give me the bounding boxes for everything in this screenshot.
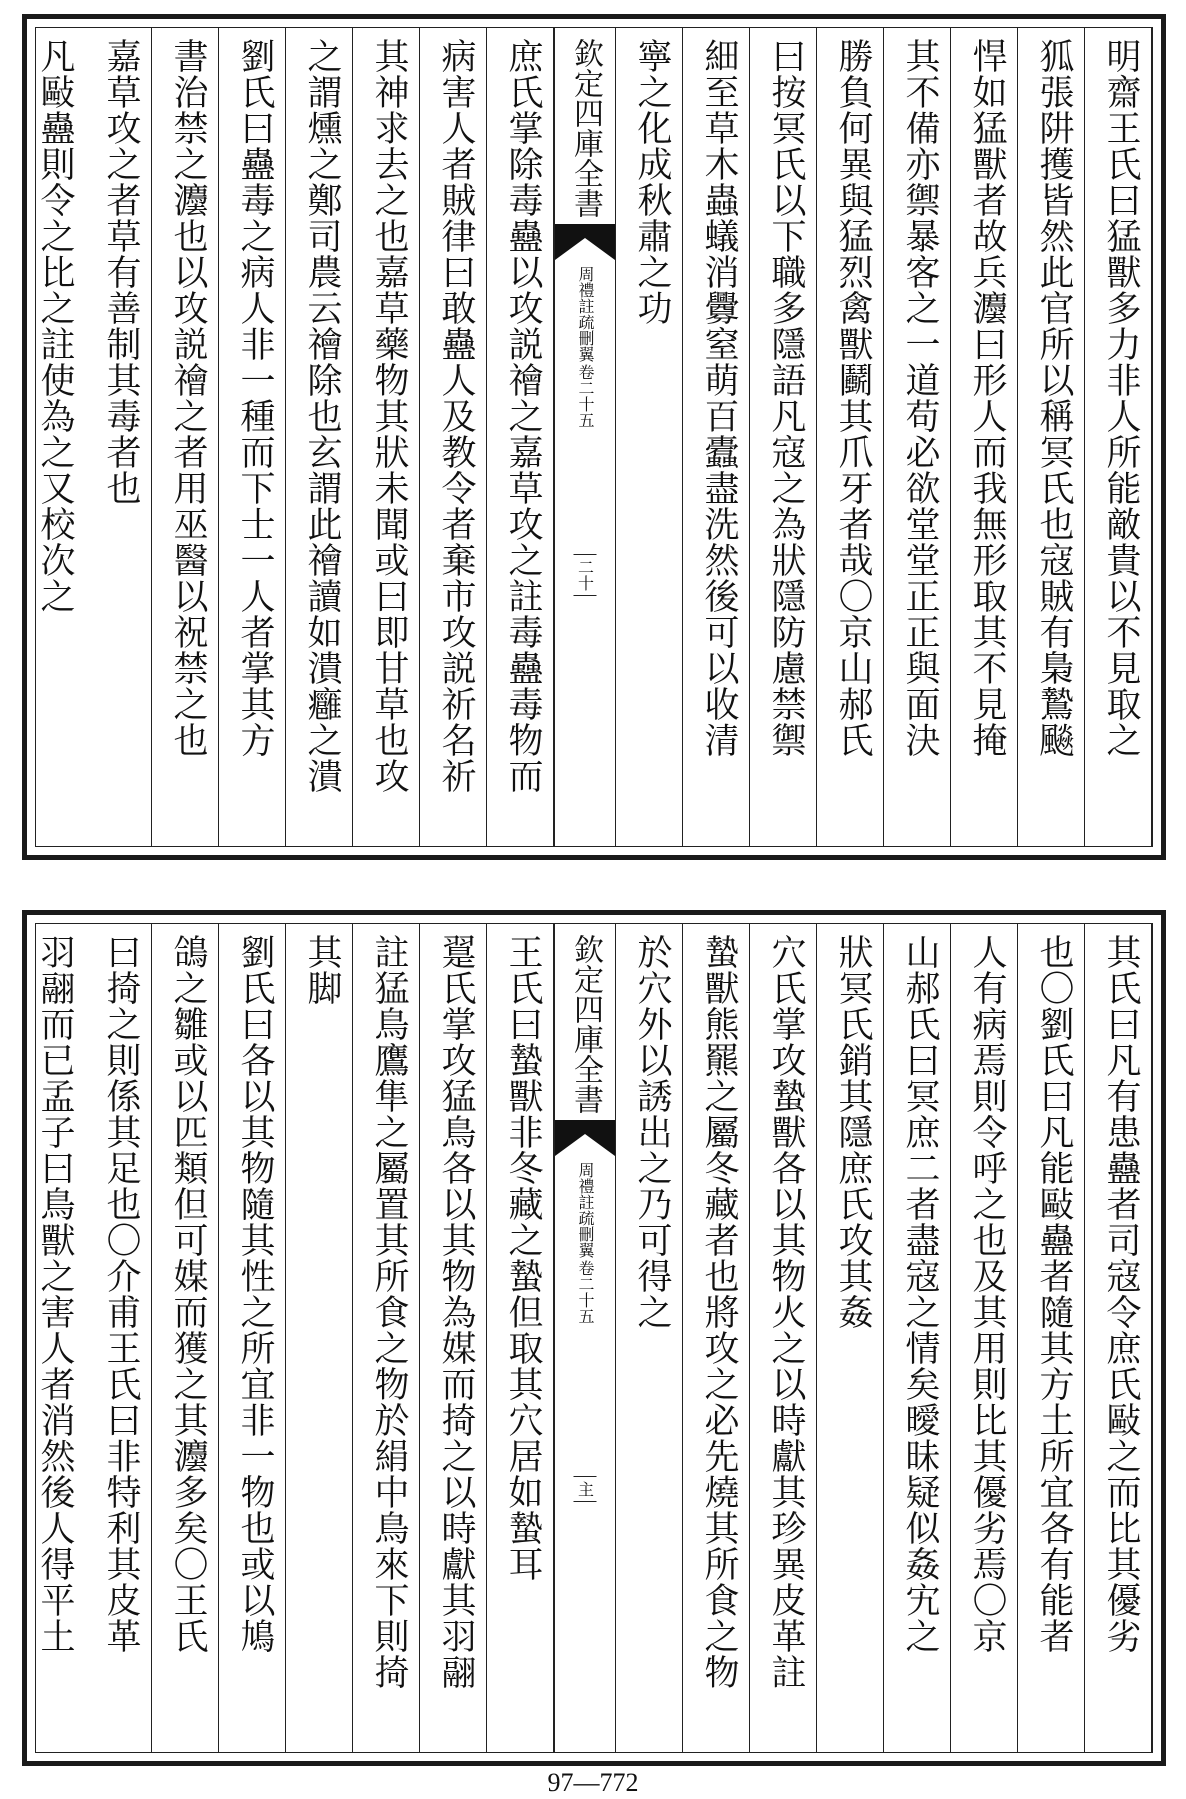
text-column: 於穴外以誘出之乃可得之 <box>616 924 683 1752</box>
text-column: 明齋王氏曰猛獸多力非人所能敵貴以不見取之 <box>1085 28 1152 846</box>
chapter-volume: 卷二十五 <box>576 364 595 428</box>
text-column: 其神求去之也嘉草藥物其狀未聞或曰即甘草也攻 <box>353 28 420 846</box>
text-column: 註猛鳥鷹隼之屬置其所食之物於絹中鳥來下則掎 <box>353 924 420 1752</box>
text-column: 病害人者賊律曰敢蠱人及教令者棄市攻説祈名祈 <box>420 28 487 846</box>
text-column: 悍如猛獸者故兵灋曰形人而我無形取其不見掩 <box>951 28 1018 846</box>
upper-page-frame <box>22 14 1166 860</box>
book-title: 欽定四庫全書 <box>568 934 603 1114</box>
chapter-volume: 卷二十五 <box>576 1260 595 1324</box>
text-column: 人有病焉則令呼之也及其用則比其優劣焉〇京 <box>951 924 1018 1752</box>
text-column: 鴿之雛或以匹類但可媒而獲之其灋多矣〇王氏 <box>152 924 219 1752</box>
text-column: 其不備亦禦暴客之一道苟必欲堂堂正正與面決 <box>884 28 951 846</box>
text-column: 山郝氏曰冥庶二者盡寇之情矣曖昧疑似姦宄之 <box>884 924 951 1752</box>
upper-text-block <box>35 27 1153 847</box>
lower-text-block <box>35 923 1153 1753</box>
text-column: 也〇劉氏曰凡能敺蠱者隨其方土所宜各有能者 <box>1018 924 1085 1752</box>
text-column: 其脚 <box>286 924 353 1752</box>
text-column: 穴氏掌攻蟄獸各以其物火之以時獻其珍異皮革註 <box>750 924 817 1752</box>
fishtail-mark-icon <box>555 224 615 260</box>
book-title: 欽定四庫全書 <box>568 38 603 218</box>
text-column: 其氏曰凡有患蠱者司寇令庶氏敺之而比其優劣 <box>1085 924 1152 1752</box>
text-column: 狐張阱擭皆然此官所以稱冥氏也寇賊有梟鷙飈 <box>1018 28 1085 846</box>
text-column: 狀冥氏銷其隱庶氏攻其姦 <box>817 924 884 1752</box>
text-column: 劉氏曰各以其物隨其性之所宜非一物也或以鳩 <box>219 924 286 1752</box>
lower-page-frame <box>22 910 1166 1766</box>
text-column: 羽翮而已孟子曰鳥獸之害人者消然後人得平土 <box>35 934 75 1654</box>
text-column: 曰按冥氏以下職多隱語凡寇之為狀隱防慮禁禦 <box>750 28 817 846</box>
text-column: 王氏曰蟄獸非冬藏之蟄但取其穴居如蟄耳 <box>487 924 554 1752</box>
center-spine <box>554 924 616 1752</box>
text-column: 庶氏掌除毒蠱以攻説禬之嘉草攻之註毒蠱毒物而 <box>487 28 554 846</box>
chapter-label <box>575 1162 595 1324</box>
page-reference-number: 97—772 <box>547 1768 639 1797</box>
text-column: 嘉草攻之者草有善制其毒者也 <box>85 28 152 846</box>
folio-number: 二十 <box>574 554 597 596</box>
text-column: 書治禁之灋也以攻説禬之者用巫醫以祝禁之也 <box>152 28 219 846</box>
text-column: 蟄獸熊羆之屬冬藏者也將攻之必先燒其所食之物 <box>683 924 750 1752</box>
text-column: 細至草木蟲蟻消釁窒萌百蠹盡洗然後可以收清 <box>683 28 750 846</box>
chapter-title: 周禮註疏刪翼 <box>576 266 595 362</box>
folio-number: 主 <box>574 1476 597 1502</box>
text-column: 凡敺蠱則令之比之註使為之又校次之 <box>35 38 75 614</box>
text-column: 翨氏掌攻猛鳥各以其物為媒而掎之以時獻其羽翮 <box>420 924 487 1752</box>
text-column: 之謂燻之鄭司農云禬除也玄謂此禬讀如潰癰之潰 <box>286 28 353 846</box>
chapter-title: 周禮註疏刪翼 <box>576 1162 595 1258</box>
fishtail-mark-icon <box>555 1120 615 1156</box>
chapter-label <box>575 266 595 428</box>
text-column: 劉氏曰蠱毒之病人非一種而下士一人者掌其方 <box>219 28 286 846</box>
text-column: 寧之化成秋肅之功 <box>616 28 683 846</box>
text-column: 勝負何異與猛烈禽獸鬬其爪牙者哉〇京山郝氏 <box>817 28 884 846</box>
text-column: 曰掎之則係其足也〇介甫王氏曰非特利其皮革 <box>85 924 152 1752</box>
center-spine <box>554 28 616 846</box>
